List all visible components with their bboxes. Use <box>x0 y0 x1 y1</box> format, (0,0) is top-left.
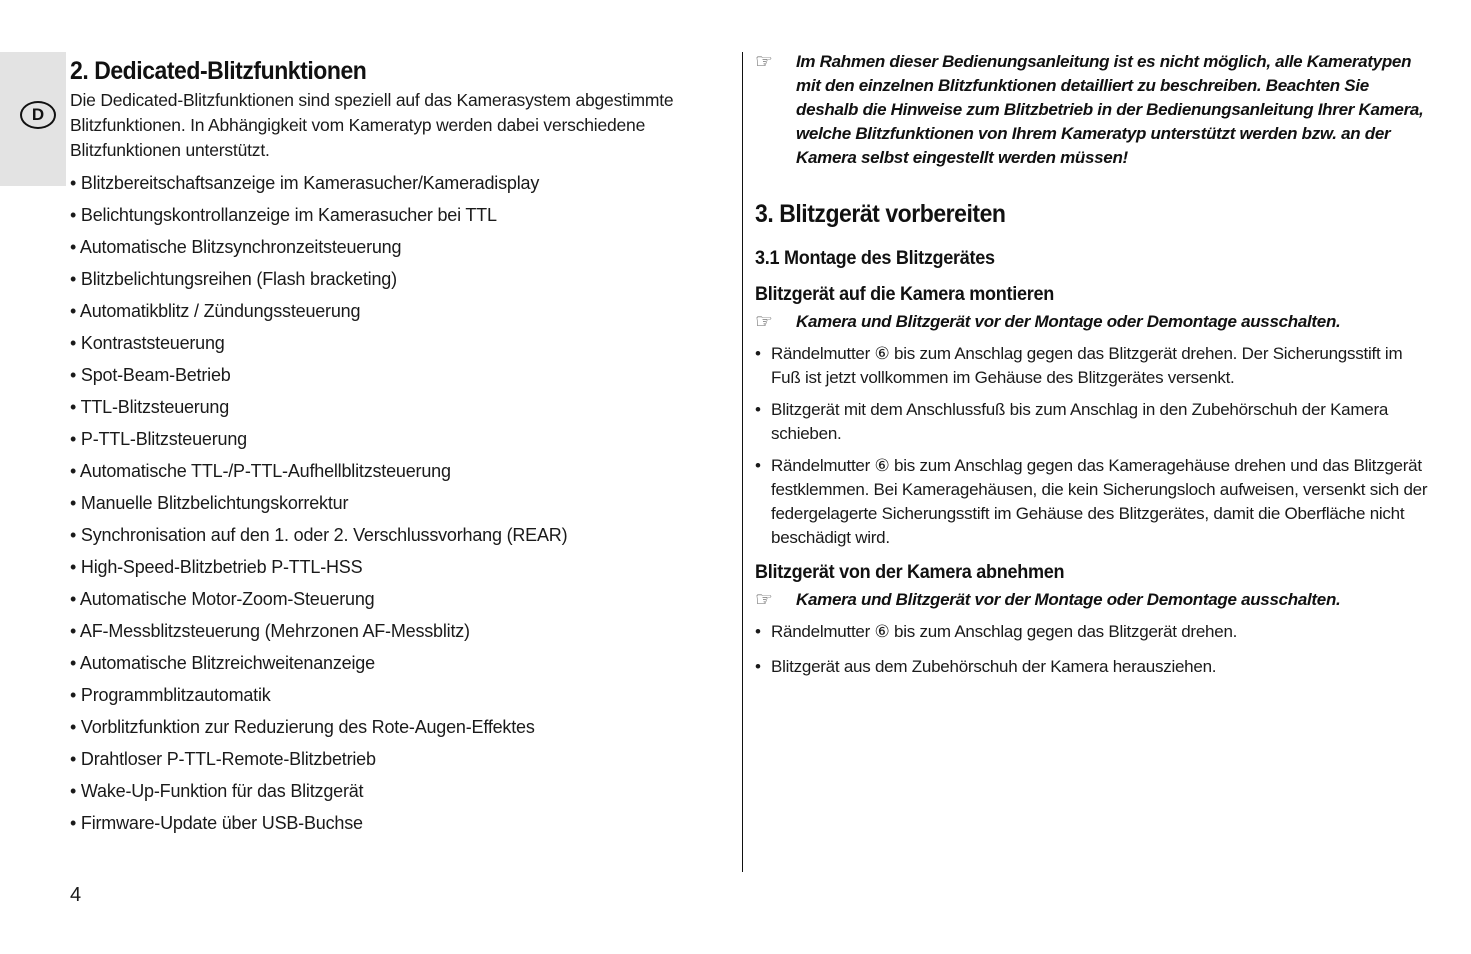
feature-list <box>70 167 730 839</box>
feature-item: • P-TTL-Blitzsteuerung <box>70 423 730 455</box>
section-heading-prepare-flash: 3. Blitzgerät vorbereiten <box>755 200 1006 228</box>
camera-types-note <box>755 50 1435 170</box>
mount-heading: Blitzgerät auf die Kamera montieren <box>755 284 1054 305</box>
left-column <box>70 50 730 839</box>
note-text: Im Rahmen dieser Bedienungsanleitung ist es nicht möglich, alle Kameratypen mit den einzelnen Blitzfunktionen detailliert zu beschreiben. Beachten Sie deshalb die Hinweise zum Blitzbetrieb in der Bedienungsanleitung Ihrer Kamera, welche Blitzfunktionen von Ihrem Kameratyp unterstützt werden bzw. an der Kamera selbst eingestellt werden müssen! <box>796 52 1424 167</box>
note-text: Kamera und Blitzgerät vor der Montage oder Demontage ausschalten. <box>796 312 1341 331</box>
step-item: • Rändelmutter ⑥ bis zum Anschlag gegen das Blitzgerät drehen. <box>755 620 1435 644</box>
feature-item: • Manuelle Blitzbelichtungskorrektur <box>70 487 730 519</box>
pointing-hand-icon: ☞ <box>755 311 773 333</box>
feature-item: • Blitzbereitschaftsanzeige im Kamerasucher/Kameradisplay <box>70 167 730 199</box>
pointing-hand-icon: ☞ <box>755 51 773 73</box>
step-item: • Rändelmutter ⑥ bis zum Anschlag gegen das Kameragehäuse drehen und das Blitzgerät festklemmen. Bei Kameragehäusen, die kein Sicherungsloch aufweisen, versenkt sich der federgelagerte Sicherungsstift im Gehäuse des Blitzgerätes, damit die Oberfläche nicht beschädigt wird. <box>755 454 1435 550</box>
feature-item: • TTL-Blitzsteuerung <box>70 391 730 423</box>
feature-item: • Programmblitzautomatik <box>70 679 730 711</box>
column-divider <box>742 52 743 872</box>
feature-item: • Belichtungskontrollanzeige im Kamerasucher bei TTL <box>70 199 730 231</box>
remove-heading: Blitzgerät von der Kamera abnehmen <box>755 562 1065 583</box>
language-badge: D <box>20 101 56 129</box>
feature-item: • Blitzbelichtungsreihen (Flash bracketing) <box>70 263 730 295</box>
pointing-hand-icon: ☞ <box>755 589 773 611</box>
feature-item: • Automatikblitz / Zündungssteuerung <box>70 295 730 327</box>
mount-steps <box>755 342 1435 550</box>
subsection-heading-mounting: 3.1 Montage des Blitzgerätes <box>755 248 995 269</box>
feature-item: • AF-Messblitzsteuerung (Mehrzonen AF-Messblitz) <box>70 615 730 647</box>
feature-item: • Automatische TTL-/P-TTL-Aufhellblitzsteuerung <box>70 455 730 487</box>
feature-item: • Synchronisation auf den 1. oder 2. Verschlussvorhang (REAR) <box>70 519 730 551</box>
intro-paragraph: Die Dedicated-Blitzfunktionen sind speziell auf das Kamerasystem abgestimmte Blitzfunktionen. In Abhängigkeit vom Kameratyp werden dabei verschiedene Blitzfunktionen unterstützt. <box>70 90 674 160</box>
section-heading-dedicated-flash: 2. Dedicated-Blitzfunktionen <box>70 57 367 85</box>
feature-item: • Vorblitzfunktion zur Reduzierung des Rote-Augen-Effektes <box>70 711 730 743</box>
step-item: • Blitzgerät aus dem Zubehörschuh der Kamera herausziehen. <box>755 655 1435 679</box>
feature-item: • Drahtloser P-TTL-Remote-Blitzbetrieb <box>70 743 730 775</box>
feature-item: • High-Speed-Blitzbetrieb P-TTL-HSS <box>70 551 730 583</box>
feature-item: • Kontraststeuerung <box>70 327 730 359</box>
step-item: • Rändelmutter ⑥ bis zum Anschlag gegen das Blitzgerät drehen. Der Sicherungsstift im Fuß ist jetzt vollkommen im Gehäuse des Blitzgerätes versenkt. <box>755 342 1435 390</box>
feature-item: • Spot-Beam-Betrieb <box>70 359 730 391</box>
feature-item: • Wake-Up-Funktion für das Blitzgerät <box>70 775 730 807</box>
remove-note <box>755 588 1435 612</box>
remove-steps <box>755 620 1435 679</box>
feature-item: • Automatische Motor-Zoom-Steuerung <box>70 583 730 615</box>
right-column <box>755 50 1435 690</box>
feature-item: • Automatische Blitzsynchronzeitsteuerung <box>70 231 730 263</box>
step-item: • Blitzgerät mit dem Anschlussfuß bis zum Anschlag in den Zubehörschuh der Kamera schieben. <box>755 398 1435 446</box>
mount-note <box>755 310 1435 334</box>
feature-item: • Firmware-Update über USB-Buchse <box>70 807 730 839</box>
note-text: Kamera und Blitzgerät vor der Montage oder Demontage ausschalten. <box>796 590 1341 609</box>
page-number: 4 <box>70 884 82 906</box>
feature-item: • Automatische Blitzreichweitenanzeige <box>70 647 730 679</box>
